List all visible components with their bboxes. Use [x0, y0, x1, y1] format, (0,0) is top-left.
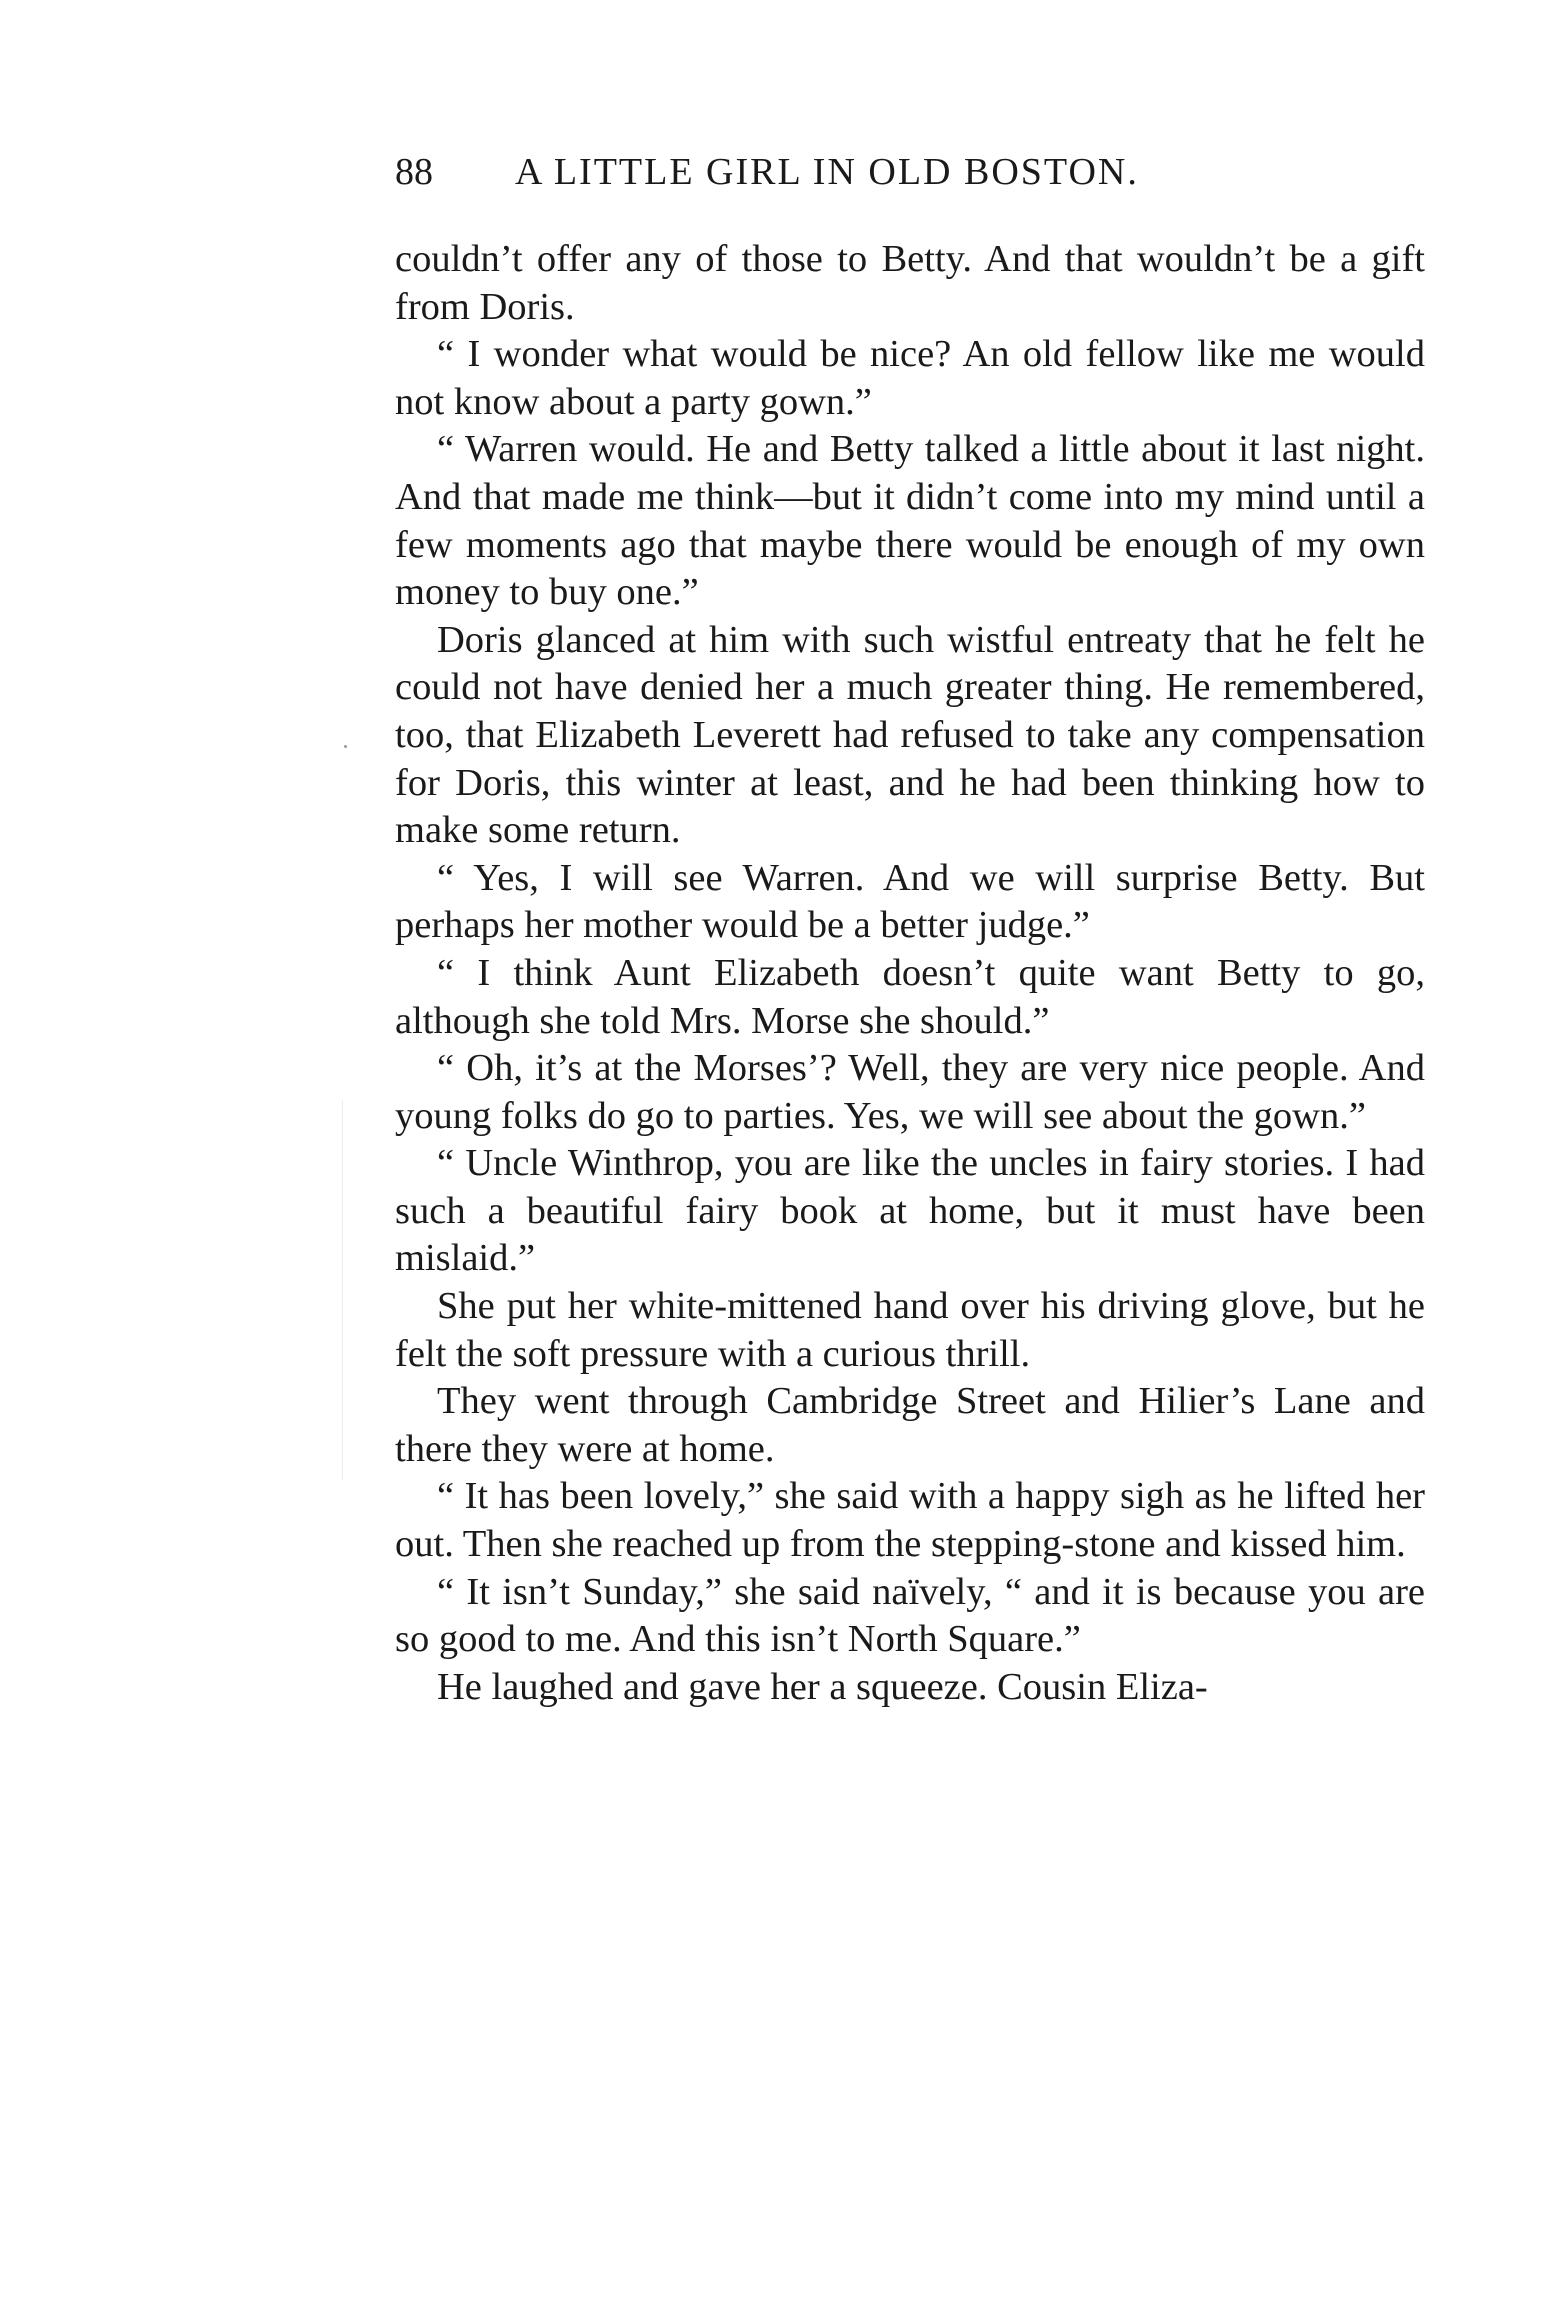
paragraph: “ It has been lovely,” she said with a happy sigh as he lifted her out. Then she reached up from the stepping-stone and kissed him. [395, 1475, 1425, 1566]
body-text [395, 236, 1425, 1711]
page-number: 88 [395, 151, 433, 193]
paragraph: “ Oh, it’s at the Morses’? Well, they are very nice people. And young folks do go to parties. Yes, we will see about the gown.” [395, 1047, 1425, 1137]
paragraph: Doris glanced at him with such wistful entreaty that he felt he could not have denied her a much greater thing. He remembered, too, that Elizabeth Leverett had refused to take any compensation for Doris, this winter at least, and he had been thinking how to make some return. [395, 618, 1425, 852]
paragraph: “ I wonder what would be nice? An old fellow like me would not know about a party gown.” [395, 333, 1425, 423]
gutter-shadow [342, 1100, 343, 1480]
paragraph: “ Uncle Winthrop, you are like the uncles in fairy stories. I had such a beautiful fairy book at home, but it must have been mislaid.” [395, 1142, 1425, 1280]
ink-speck [344, 745, 347, 748]
running-title: A LITTLE GIRL IN OLD BOSTON. [515, 151, 1139, 193]
paragraph: “ I think Aunt Elizabeth doesn’t quite want Betty to go, although she told Mrs. Morse she should.” [395, 951, 1425, 1042]
paragraph: “ Yes, I will see Warren. And we will surprise Betty. But perhaps her mother would be a better judge.” [395, 856, 1425, 947]
paragraph: “ It isn’t Sunday,” she said naïvely, “ and it is because you are so good to me. And this isn’t North Square.” [395, 1570, 1425, 1661]
paragraph: couldn’t offer any of those to Betty. And that wouldn’t be a gift from Doris. [395, 238, 1425, 328]
running-head [395, 150, 1305, 200]
paragraph: She put her white-mittened hand over his driving glove, but he felt the soft pressure with a curious thrill. [395, 1285, 1425, 1375]
paragraph: “ Warren would. He and Betty talked a little about it last night. And that made me think—but it didn’t come into my mind until a few moments ago that maybe there would be enough of my own money to buy one.” [395, 428, 1425, 614]
paragraph: He laughed and gave her a squeeze. Cousin Eliza- [437, 1665, 1208, 1708]
paragraph: They went through Cambridge Street and Hilier’s Lane and there they were at home. [395, 1380, 1425, 1470]
